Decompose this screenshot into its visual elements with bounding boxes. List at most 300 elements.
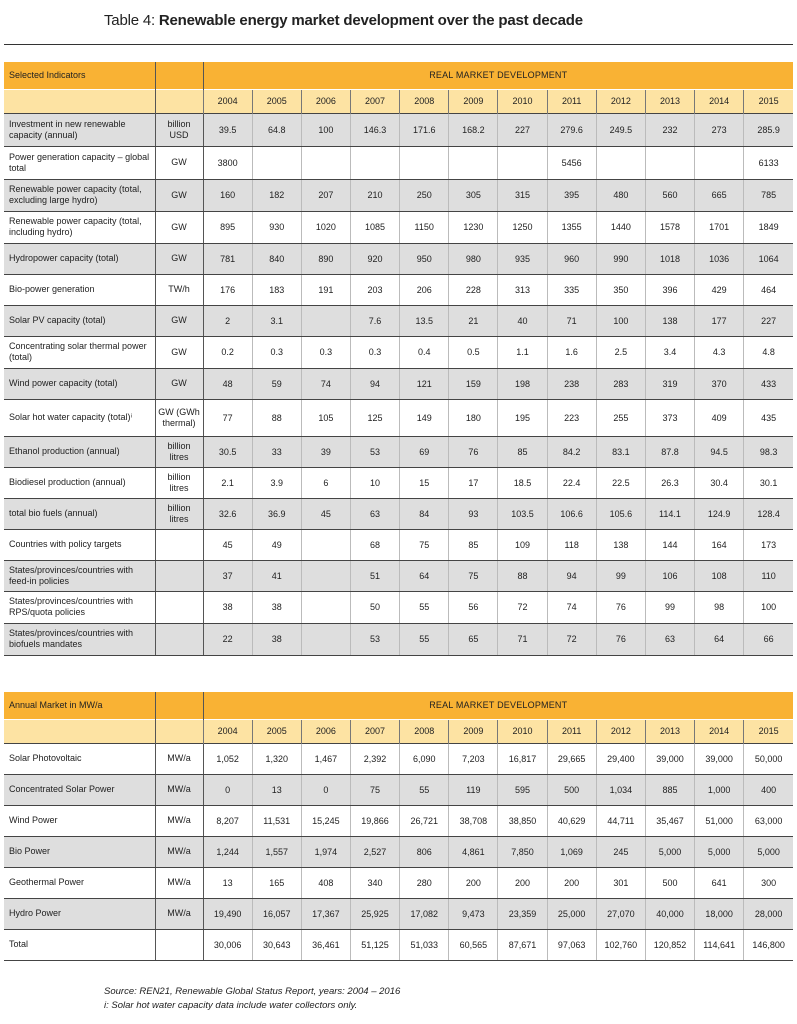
table-row [4, 113, 793, 146]
value-cell: 1578 [645, 211, 694, 243]
value-cell: 64 [400, 560, 449, 591]
value-cell: 395 [547, 179, 596, 211]
year-header: 2008 [400, 89, 449, 113]
value-cell: 198 [498, 368, 547, 399]
value-cell: 84.2 [547, 436, 596, 467]
value-cell: 119 [449, 774, 498, 805]
value-cell: 36.9 [252, 498, 301, 529]
value-cell: 51,000 [695, 805, 744, 836]
value-cell [596, 146, 645, 179]
value-cell: 60,565 [449, 929, 498, 960]
value-cell: 49 [252, 529, 301, 560]
row-unit: GW [155, 211, 203, 243]
year-header: 2012 [596, 719, 645, 743]
value-cell: 72 [547, 623, 596, 655]
value-cell: 400 [744, 774, 793, 805]
value-cell: 8,207 [203, 805, 252, 836]
value-cell: 29,400 [596, 743, 645, 774]
value-cell: 88 [498, 560, 547, 591]
table-row [4, 498, 793, 529]
value-cell: 164 [695, 529, 744, 560]
value-cell: 0.3 [350, 336, 399, 368]
row-unit: GW (GWh thermal) [155, 399, 203, 436]
year-header: 2014 [695, 719, 744, 743]
value-cell: 5,000 [645, 836, 694, 867]
value-cell: 2.5 [596, 336, 645, 368]
row-unit: billion litres [155, 467, 203, 498]
value-cell: 51,125 [350, 929, 399, 960]
value-cell: 1230 [449, 211, 498, 243]
value-cell: 980 [449, 243, 498, 274]
value-cell: 17 [449, 467, 498, 498]
row-unit [155, 529, 203, 560]
value-cell: 7.6 [350, 305, 399, 336]
value-cell: 227 [498, 113, 547, 146]
value-cell: 100 [301, 113, 350, 146]
value-cell: 200 [498, 867, 547, 898]
row-unit: MW/a [155, 898, 203, 929]
value-cell [301, 305, 350, 336]
value-cell [301, 146, 350, 179]
value-cell: 1,974 [301, 836, 350, 867]
value-cell: 30,006 [203, 929, 252, 960]
value-cell: 0.5 [449, 336, 498, 368]
value-cell: 39,000 [695, 743, 744, 774]
value-cell: 165 [252, 867, 301, 898]
table-row [4, 836, 793, 867]
value-cell: 17,082 [400, 898, 449, 929]
value-cell: 1440 [596, 211, 645, 243]
value-cell: 279.6 [547, 113, 596, 146]
value-cell: 38,708 [449, 805, 498, 836]
value-cell: 59 [252, 368, 301, 399]
value-cell: 1,467 [301, 743, 350, 774]
year-row-blank [155, 719, 203, 743]
value-cell: 840 [252, 243, 301, 274]
value-cell: 64 [695, 623, 744, 655]
value-cell: 168.2 [449, 113, 498, 146]
year-header: 2011 [547, 719, 596, 743]
value-cell: 396 [645, 274, 694, 305]
row-label: Investment in new renewable capacity (annual) [4, 113, 155, 146]
row-unit: MW/a [155, 805, 203, 836]
value-cell: 2 [203, 305, 252, 336]
indicators-table [4, 62, 793, 656]
header-label: Annual Market in MW/a [4, 692, 155, 719]
value-cell: 0 [203, 774, 252, 805]
table-row [4, 623, 793, 655]
value-cell: 1,557 [252, 836, 301, 867]
value-cell: 35,467 [645, 805, 694, 836]
value-cell: 18.5 [498, 467, 547, 498]
value-cell [400, 146, 449, 179]
value-cell [449, 146, 498, 179]
title-text: Renewable energy market development over the past decade [158, 12, 583, 29]
table-row [4, 467, 793, 498]
value-cell: 6 [301, 467, 350, 498]
value-cell: 30.5 [203, 436, 252, 467]
value-cell: 23,359 [498, 898, 547, 929]
value-cell: 1.6 [547, 336, 596, 368]
value-cell: 106.6 [547, 498, 596, 529]
row-label: Solar hot water capacity (total)ⁱ [4, 399, 155, 436]
value-cell: 76 [449, 436, 498, 467]
value-cell: 13.5 [400, 305, 449, 336]
value-cell: 2,392 [350, 743, 399, 774]
table-row [4, 591, 793, 623]
value-cell: 36,461 [301, 929, 350, 960]
year-header: 2008 [400, 719, 449, 743]
value-cell: 108 [695, 560, 744, 591]
value-cell: 146,800 [744, 929, 793, 960]
value-cell: 173 [744, 529, 793, 560]
value-cell: 560 [645, 179, 694, 211]
row-unit: GW [155, 336, 203, 368]
value-cell: 40,000 [645, 898, 694, 929]
value-cell: 30,643 [252, 929, 301, 960]
value-cell: 66 [744, 623, 793, 655]
value-cell: 65 [449, 623, 498, 655]
value-cell: 48 [203, 368, 252, 399]
value-cell: 285.9 [744, 113, 793, 146]
value-cell: 1,034 [596, 774, 645, 805]
table-row [4, 560, 793, 591]
value-cell: 41 [252, 560, 301, 591]
value-cell: 75 [449, 560, 498, 591]
value-cell: 110 [744, 560, 793, 591]
header-unit-cell [155, 692, 203, 719]
value-cell: 74 [547, 591, 596, 623]
value-cell: 665 [695, 179, 744, 211]
row-unit: MW/a [155, 836, 203, 867]
page-title [104, 12, 583, 29]
value-cell: 3.1 [252, 305, 301, 336]
table-row [4, 274, 793, 305]
value-cell: 44,711 [596, 805, 645, 836]
value-cell: 228 [449, 274, 498, 305]
value-cell: 105.6 [596, 498, 645, 529]
value-cell: 19,866 [350, 805, 399, 836]
value-cell: 500 [645, 867, 694, 898]
value-cell: 191 [301, 274, 350, 305]
value-cell: 6,090 [400, 743, 449, 774]
row-label: Hydro Power [4, 898, 155, 929]
value-cell: 63,000 [744, 805, 793, 836]
value-cell: 21 [449, 305, 498, 336]
value-cell: 26,721 [400, 805, 449, 836]
row-label: Concentrating solar thermal power (total) [4, 336, 155, 368]
value-cell: 39 [301, 436, 350, 467]
value-cell: 22 [203, 623, 252, 655]
header-group: REAL MARKET DEVELOPMENT [203, 62, 793, 89]
row-label: Total [4, 929, 155, 960]
row-unit: GW [155, 179, 203, 211]
value-cell: 315 [498, 179, 547, 211]
value-cell: 3800 [203, 146, 252, 179]
value-cell: 350 [596, 274, 645, 305]
value-cell: 19,490 [203, 898, 252, 929]
value-cell: 98.3 [744, 436, 793, 467]
value-cell: 7,203 [449, 743, 498, 774]
value-cell: 71 [498, 623, 547, 655]
row-label: Concentrated Solar Power [4, 774, 155, 805]
value-cell: 16,817 [498, 743, 547, 774]
value-cell: 176 [203, 274, 252, 305]
value-cell: 0.4 [400, 336, 449, 368]
row-label: Renewable power capacity (total, including hydro) [4, 211, 155, 243]
value-cell: 207 [301, 179, 350, 211]
value-cell: 76 [596, 591, 645, 623]
title-rule [4, 44, 793, 45]
value-cell: 890 [301, 243, 350, 274]
row-label: Bio-power generation [4, 274, 155, 305]
value-cell: 1150 [400, 211, 449, 243]
value-cell: 435 [744, 399, 793, 436]
row-unit: MW/a [155, 867, 203, 898]
value-cell: 1250 [498, 211, 547, 243]
value-cell: 1085 [350, 211, 399, 243]
value-cell: 895 [203, 211, 252, 243]
value-cell: 319 [645, 368, 694, 399]
value-cell: 159 [449, 368, 498, 399]
value-cell: 146.3 [350, 113, 399, 146]
value-cell [252, 146, 301, 179]
value-cell [301, 591, 350, 623]
year-row-blank [4, 89, 155, 113]
value-cell: 5,000 [695, 836, 744, 867]
year-header: 2013 [645, 719, 694, 743]
year-header: 2007 [350, 89, 399, 113]
row-label: Ethanol production (annual) [4, 436, 155, 467]
value-cell: 373 [645, 399, 694, 436]
value-cell [498, 146, 547, 179]
year-row-blank [4, 719, 155, 743]
value-cell: 370 [695, 368, 744, 399]
value-cell: 10 [350, 467, 399, 498]
value-cell: 83.1 [596, 436, 645, 467]
value-cell: 38,850 [498, 805, 547, 836]
value-cell: 409 [695, 399, 744, 436]
value-cell: 88 [252, 399, 301, 436]
value-cell: 51,033 [400, 929, 449, 960]
value-cell: 38 [252, 591, 301, 623]
row-label: States/provinces/countries with RPS/quota policies [4, 591, 155, 623]
value-cell: 144 [645, 529, 694, 560]
value-cell: 118 [547, 529, 596, 560]
value-cell: 149 [400, 399, 449, 436]
value-cell: 13 [203, 867, 252, 898]
value-cell: 76 [596, 623, 645, 655]
table-row [4, 898, 793, 929]
value-cell: 15 [400, 467, 449, 498]
row-unit: MW/a [155, 774, 203, 805]
value-cell: 102,760 [596, 929, 645, 960]
value-cell: 40,629 [547, 805, 596, 836]
value-cell: 50,000 [744, 743, 793, 774]
footnote-text: i: Solar hot water capacity data include water collectors only. [104, 1000, 358, 1011]
year-header: 2010 [498, 719, 547, 743]
value-cell: 313 [498, 274, 547, 305]
table-row [4, 929, 793, 960]
value-cell: 305 [449, 179, 498, 211]
year-header: 2010 [498, 89, 547, 113]
row-unit: GW [155, 146, 203, 179]
value-cell: 935 [498, 243, 547, 274]
value-cell: 245 [596, 836, 645, 867]
value-cell: 63 [645, 623, 694, 655]
year-header: 2009 [449, 719, 498, 743]
value-cell: 5,000 [744, 836, 793, 867]
value-cell: 280 [400, 867, 449, 898]
value-cell: 960 [547, 243, 596, 274]
value-cell: 2.1 [203, 467, 252, 498]
value-cell: 28,000 [744, 898, 793, 929]
value-cell: 33 [252, 436, 301, 467]
value-cell: 1018 [645, 243, 694, 274]
row-unit: GW [155, 368, 203, 399]
table-row [4, 805, 793, 836]
value-cell: 71 [547, 305, 596, 336]
value-cell: 464 [744, 274, 793, 305]
row-unit [155, 560, 203, 591]
value-cell: 182 [252, 179, 301, 211]
table-row [4, 146, 793, 179]
value-cell: 232 [645, 113, 694, 146]
value-cell: 238 [547, 368, 596, 399]
value-cell: 300 [744, 867, 793, 898]
row-unit [155, 929, 203, 960]
value-cell: 55 [400, 623, 449, 655]
value-cell: 0.2 [203, 336, 252, 368]
source-notes [104, 985, 400, 1013]
value-cell: 641 [695, 867, 744, 898]
value-cell: 1.1 [498, 336, 547, 368]
title-prefix: Table 4: [104, 12, 155, 29]
table-row [4, 529, 793, 560]
value-cell: 38 [252, 623, 301, 655]
value-cell: 97,063 [547, 929, 596, 960]
value-cell: 9,473 [449, 898, 498, 929]
row-label: Solar Photovoltaic [4, 743, 155, 774]
value-cell: 77 [203, 399, 252, 436]
value-cell: 5456 [547, 146, 596, 179]
value-cell: 200 [449, 867, 498, 898]
value-cell: 15,245 [301, 805, 350, 836]
value-cell: 785 [744, 179, 793, 211]
row-unit: GW [155, 305, 203, 336]
value-cell: 138 [596, 529, 645, 560]
value-cell: 55 [400, 591, 449, 623]
table-row [4, 305, 793, 336]
table-row [4, 867, 793, 898]
value-cell: 250 [400, 179, 449, 211]
value-cell: 84 [400, 498, 449, 529]
row-unit: GW [155, 243, 203, 274]
value-cell: 74 [301, 368, 350, 399]
value-cell: 13 [252, 774, 301, 805]
table-row [4, 368, 793, 399]
row-label: States/provinces/countries with feed-in policies [4, 560, 155, 591]
value-cell: 25,925 [350, 898, 399, 929]
value-cell: 94.5 [695, 436, 744, 467]
value-cell: 98 [695, 591, 744, 623]
value-cell: 480 [596, 179, 645, 211]
value-cell: 1701 [695, 211, 744, 243]
value-cell: 138 [645, 305, 694, 336]
value-cell [350, 146, 399, 179]
value-cell: 0 [301, 774, 350, 805]
table-row [4, 336, 793, 368]
value-cell: 227 [744, 305, 793, 336]
value-cell [645, 146, 694, 179]
row-unit [155, 591, 203, 623]
value-cell: 200 [547, 867, 596, 898]
year-header: 2006 [301, 719, 350, 743]
value-cell: 63 [350, 498, 399, 529]
value-cell: 203 [350, 274, 399, 305]
value-cell: 37 [203, 560, 252, 591]
table-row [4, 774, 793, 805]
value-cell: 1355 [547, 211, 596, 243]
value-cell: 885 [645, 774, 694, 805]
value-cell: 53 [350, 623, 399, 655]
row-unit: billion litres [155, 498, 203, 529]
row-label: total bio fuels (annual) [4, 498, 155, 529]
value-cell: 16,057 [252, 898, 301, 929]
value-cell: 26.3 [645, 467, 694, 498]
value-cell: 1,052 [203, 743, 252, 774]
year-header: 2013 [645, 89, 694, 113]
value-cell: 120,852 [645, 929, 694, 960]
value-cell: 85 [449, 529, 498, 560]
value-cell: 195 [498, 399, 547, 436]
year-header: 2009 [449, 89, 498, 113]
value-cell: 806 [400, 836, 449, 867]
value-cell: 94 [547, 560, 596, 591]
value-cell: 100 [744, 591, 793, 623]
value-cell: 121 [400, 368, 449, 399]
value-cell: 18,000 [695, 898, 744, 929]
value-cell: 103.5 [498, 498, 547, 529]
value-cell: 53 [350, 436, 399, 467]
value-cell: 68 [350, 529, 399, 560]
table-row [4, 211, 793, 243]
value-cell: 45 [203, 529, 252, 560]
row-label: Renewable power capacity (total, excluding large hydro) [4, 179, 155, 211]
value-cell: 22.4 [547, 467, 596, 498]
value-cell: 1,069 [547, 836, 596, 867]
value-cell: 206 [400, 274, 449, 305]
value-cell: 27,070 [596, 898, 645, 929]
value-cell: 3.9 [252, 467, 301, 498]
year-header: 2007 [350, 719, 399, 743]
table-row [4, 179, 793, 211]
value-cell: 94 [350, 368, 399, 399]
annual-market-table [4, 692, 793, 961]
row-label: Solar PV capacity (total) [4, 305, 155, 336]
source-text: Source: REN21, Renewable Global Status Report, years: 2004 – 2016 [104, 986, 401, 997]
value-cell: 114.1 [645, 498, 694, 529]
value-cell: 781 [203, 243, 252, 274]
table-row [4, 243, 793, 274]
value-cell: 25,000 [547, 898, 596, 929]
value-cell: 125 [350, 399, 399, 436]
row-unit: MW/a [155, 743, 203, 774]
value-cell: 85 [498, 436, 547, 467]
year-header: 2005 [252, 719, 301, 743]
year-header: 2004 [203, 89, 252, 113]
value-cell: 99 [645, 591, 694, 623]
